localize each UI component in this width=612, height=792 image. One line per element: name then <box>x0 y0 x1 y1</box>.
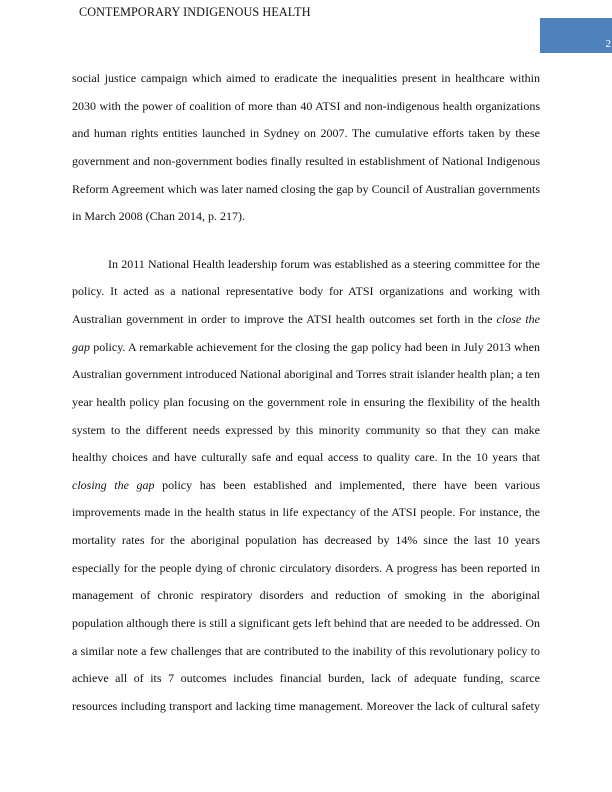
paragraph-2-text-c: policy has been established and implemented, there have been various improvements made in the health status in life expectancy of the ATSI people. For instance, the mortality rates for the aboriginal population has decreased by 14% since the last 10 years especially for the people dying of chronic circulatory disorders. A progress has been reported in management of chronic respiratory disorders and reduction of smoking in the aboriginal population although there is still a significant gets left behind that are needed to be addressed. On a similar note a few challenges that are contributed to the inability of this revolutionary policy to achieve all of its 7 outcomes includes financial burden, lack of adequate funding, scarce resources including transport and lacking time management. Moreover the lack of cultural safety <box>72 477 540 713</box>
paragraph-2 <box>72 251 540 721</box>
running-head: CONTEMPORARY INDIGENOUS HEALTH <box>79 5 311 19</box>
paragraph-2-text-b: policy. A remarkable achievement for the closing the gap policy had been in July 2013 when Australian government introduced National aboriginal and Torres strait islander health plan; a ten year health policy plan focusing on the government role in ensuring the flexibility of the health system to the different needs expressed by this minority community so that they can make healthy choices and have culturally safe and equal access to quality care. In the 10 years that <box>72 339 540 465</box>
page-number: 2 <box>605 38 611 50</box>
paragraph-2-text-a: In 2011 National Health leadership forum was established as a steering committee for the policy. It acted as a national representative body for ATSI organizations and working with Australian government in order to improve the ATSI health outcomes set forth in the <box>72 256 540 326</box>
paragraph-2-emphasis-closing-the-gap: closing the gap <box>72 477 155 492</box>
paragraph-2-emphasis-close-the-gap: close the gap <box>72 312 540 354</box>
paragraph-1: social justice campaign which aimed to eradicate the inequalities present in healthcare within 2030 with the power of coalition of more than 40 ATSI and non-indigenous health organizations and human rights entities launched in Sydney on 2007. The cumulative efforts taken by these government and non-government bodies finally resulted in establishment of National Indigenous Reform Agreement which was later named closing the gap by Council of Australian governments in March 2008 (Chan 2014, p. 217). <box>72 71 540 224</box>
document-body <box>72 65 540 720</box>
page-number-box <box>540 18 612 53</box>
